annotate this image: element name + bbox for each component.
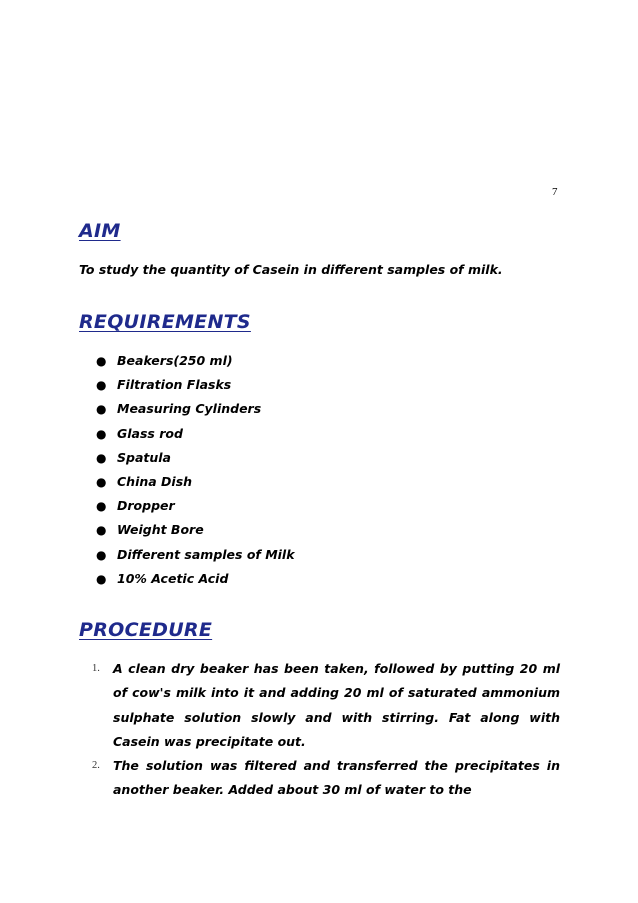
procedure-list — [92, 657, 560, 803]
requirement-label: Measuring Cylinders — [117, 401, 262, 417]
aim-heading: AIM — [79, 220, 121, 242]
step-text: The solution was filtered and transferred the precipitates in another beaker. Added about 30 ml of water to the — [113, 758, 560, 798]
requirement-label: Glass rod — [117, 425, 183, 441]
bullet-icon: ● — [96, 499, 107, 514]
requirements-heading: REQUIREMENTS — [79, 311, 251, 333]
procedure-step — [92, 754, 560, 803]
list-item — [96, 470, 295, 494]
requirement-label: Weight Bore — [117, 522, 204, 538]
list-item — [96, 494, 295, 518]
requirement-label: Different samples of Milk — [117, 546, 295, 562]
requirement-label: Beakers(250 ml) — [117, 353, 233, 368]
list-item — [96, 567, 295, 591]
bullet-icon: ● — [96, 354, 107, 368]
bullet-icon: ● — [96, 571, 107, 586]
aim-text: To study the quantity of Casein in different samples of milk. — [79, 262, 503, 277]
bullet-icon: ● — [96, 474, 107, 489]
list-item — [96, 397, 295, 421]
page-number: 7 — [552, 186, 558, 198]
bullet-icon: ● — [96, 402, 107, 417]
list-item — [96, 373, 295, 397]
step-text: A clean dry beaker has been taken, followed by putting 20 ml of cow's milk into it and adding 20 ml of saturated ammonium sulphate solution slowly and with stirring. Fat along with Casein was precipitate out. — [113, 661, 560, 749]
bullet-icon: ● — [96, 547, 107, 562]
requirement-label: Spatula — [117, 449, 171, 465]
requirement-label: Filtration Flasks — [117, 377, 232, 393]
list-item — [96, 422, 295, 446]
requirement-label: China Dish — [117, 473, 193, 489]
bullet-icon: ● — [96, 378, 107, 393]
list-item — [96, 349, 295, 373]
bullet-icon: ● — [96, 426, 107, 441]
procedure-step — [92, 657, 560, 754]
requirement-label: Dropper — [117, 498, 175, 514]
bullet-icon: ● — [96, 523, 107, 538]
requirements-list — [96, 349, 295, 591]
step-number: 1. — [92, 663, 100, 674]
procedure-heading: PROCEDURE — [79, 619, 213, 641]
step-number: 2. — [92, 760, 100, 772]
bullet-icon: ● — [96, 450, 107, 465]
list-item — [96, 518, 295, 542]
requirement-label: 10% Acetic Acid — [117, 570, 229, 586]
list-item — [96, 446, 295, 470]
list-item — [96, 543, 295, 567]
